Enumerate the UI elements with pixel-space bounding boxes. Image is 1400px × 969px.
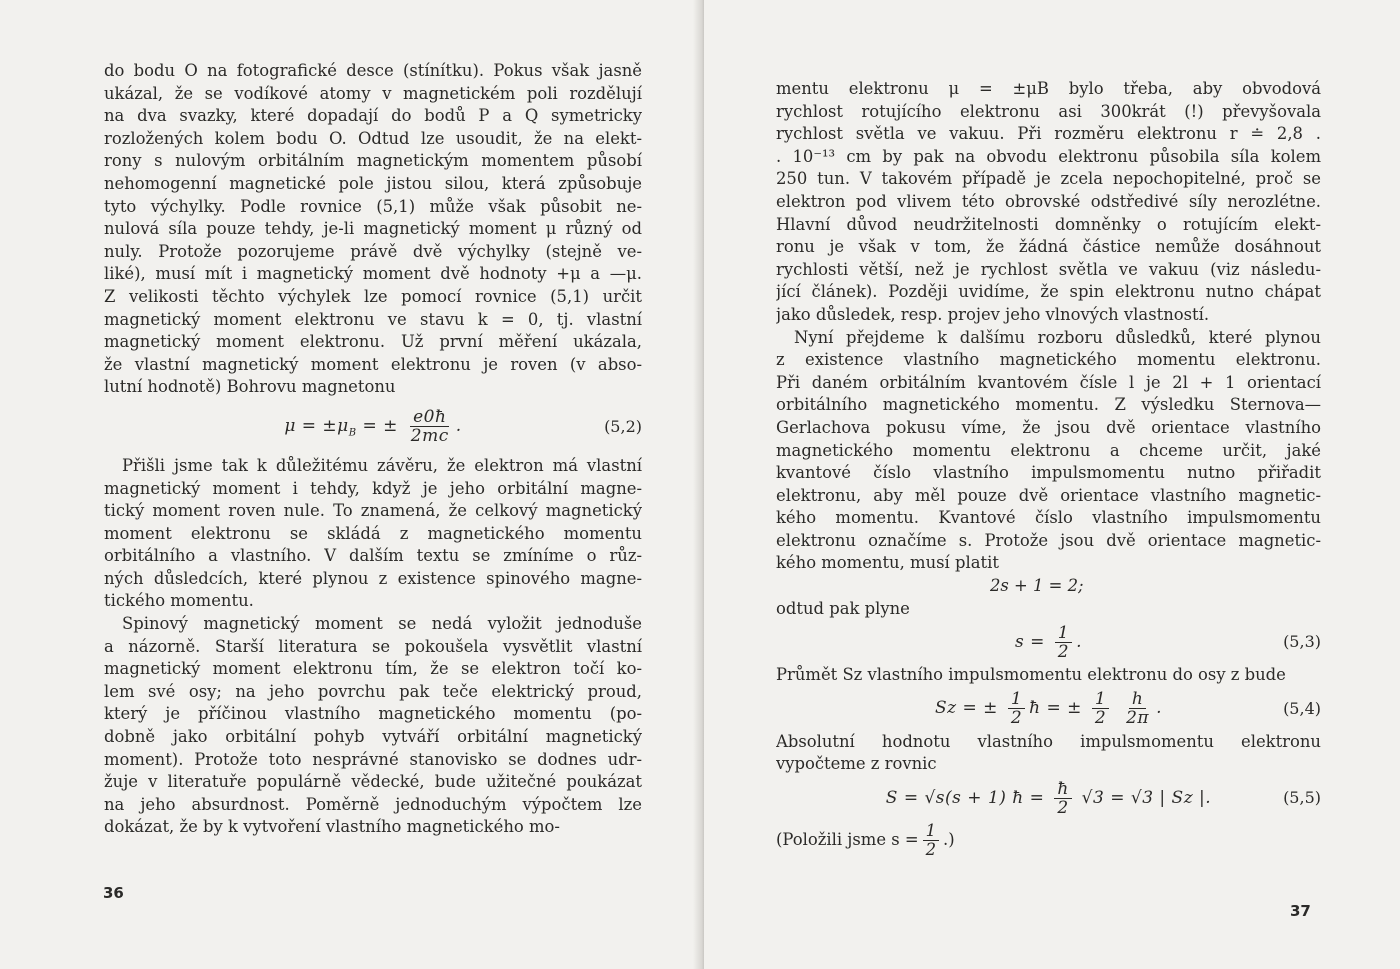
equation-number: (5,4) (1283, 698, 1321, 718)
right-paragraph-2 (776, 731, 1321, 776)
equation-5-2-expression: $\mu = \pm\mu_B$ = ± $\frac{e0ħ}{2mc}$ . (284, 407, 462, 447)
text-line: na dva svazky, které dopadají do bodů P a Q symetricky (104, 106, 642, 126)
text-line: magnetický moment elektronu. Už první měření ukázala, (104, 332, 642, 352)
text-line: kvantové číslo vlastního impulsmomentu nutno přiřadit (776, 463, 1321, 483)
text-line: rony s nulovým orbitálním magnetickým momentem působí (104, 151, 642, 171)
text-line: na jeho absurdnost. Poměrně jednoduchým výpočtem lze (104, 794, 642, 814)
equation-5-2 (104, 399, 642, 455)
right-page-text (776, 78, 1321, 860)
text-line: elektron pod vlivem této obrovské odstředivé síly nerozlétne. (776, 191, 1321, 211)
text-line: rychlost světla ve vakuu. Při rozměru elektronu r ≐ 2,8 . (776, 124, 1321, 144)
page-number-right: 37 (1290, 902, 1311, 920)
equation-5-4: Sz = ± $\frac{1}{2}$ ħ = ± $\frac{1}{2}$ $\frac{h}{2\pi}$ . (5,4) (935, 689, 1321, 729)
text-line: dobně jako orbitální pohyb vytváří orbitální magnetický (104, 727, 642, 747)
text-line: a názorně. Starší literatura se pokoušela vysvětlit vlastní (104, 636, 642, 656)
text-line: kého momentu. Kvantové číslo vlastního impulsmomentu (776, 508, 1321, 528)
text-line: magnetický moment elektronu tím, že se elektron točí ko- (104, 659, 642, 679)
text-line: magnetický moment elektronu ve stavu k = 0, tj. vlastní (104, 309, 642, 329)
text-line: ukázal, že se vodíkové atomy v magnetickém poli rozdělují (104, 83, 642, 103)
text-odtud: odtud pak plyne (776, 598, 910, 618)
text-line: moment). Protože toto nesprávné stanovisko se dodnes udr- (104, 749, 642, 769)
note-polozili: (Položili jsme s = $\frac{1}{2}$ .) (776, 820, 955, 859)
text-line: dokázat, že by k vytvoření vlastního magnetického mo- (104, 817, 560, 837)
equation-number: (5,3) (1283, 631, 1321, 651)
text-line: elektronu, aby měl pouze dvě orientace vlastního magnetic- (776, 485, 1321, 505)
text-line: jící článek). Později uvidíme, že spin elektronu nutno chápat (776, 282, 1321, 302)
page-number-left: 36 (103, 884, 124, 902)
text-line: Přišli jsme tak k důležitému závěru, že elektron má vlastní (122, 455, 642, 475)
equation-5-3: s = $\frac{1}{2}$ . (5,3) (1014, 622, 1321, 662)
text-line: magnetického momentu elektronu a chceme určit, jaké (776, 440, 1321, 460)
left-paragraph-2 (104, 455, 642, 839)
text-line: který je příčinou vlastního magnetického momentu (po- (104, 704, 642, 724)
text-line: . 10⁻¹³ cm by pak na obvodu elektronu působila síla kolem (776, 146, 1321, 166)
text-line: moment elektronu se skládá z magnetického momentu (104, 523, 642, 543)
text-line: orbitálního a vlastního. V dalším textu se zmíníme o růz- (104, 546, 642, 566)
text-line: ných důsledcích, které plynou z existence spinového magne- (104, 568, 642, 588)
text-line: vypočteme z rovnic (776, 754, 937, 774)
text-line: rozložených kolem bodu O. Odtud lze usoudit, že na elekt- (104, 128, 642, 148)
text-line: rychlost rotujícího elektronu asi 300krát (!) převyšovala (776, 101, 1321, 121)
text-line: nulová síla pouze tehdy, je-li magnetický moment μ různý od (104, 219, 642, 239)
text-line: mentu elektronu μ = ±μB bylo třeba, aby obvodová (776, 79, 1321, 98)
text-line: Z velikosti těchto výchylek lze pomocí rovnice (5,1) určit (104, 286, 642, 306)
equation-number: (5,5) (1283, 787, 1321, 807)
text-line: magnetický moment i tehdy, když je jeho orbitální magne- (104, 478, 642, 498)
equation-5-5: S = √s(s + 1) ħ = $\frac{ħ}{2}$ √3 = √3 | Sz |. (5,5) (885, 778, 1321, 818)
text-line: 250 tun. V takovém případě je zcela nepochopitelné, proč se (776, 169, 1321, 189)
text-line: Hlavní důvod neudržitelnosti domněnky o rotujícím elekt- (776, 214, 1321, 234)
text-line: nehomogenní magnetické pole jistou silou, která způsobuje (104, 173, 642, 193)
right-page (704, 0, 1400, 969)
text-line: tický moment roven nule. To znamená, že celkový magnetický (104, 501, 642, 521)
text-line: jako důsledek, resp. projev jeho vlnových vlastností. (776, 304, 1210, 324)
text-line: že vlastní magnetický moment elektronu je roven (v abso- (104, 354, 642, 374)
right-paragraph-1 (776, 78, 1321, 575)
left-page-text (104, 60, 642, 839)
text-line: Spinový magnetický moment se nedá vyložit jednoduše (122, 614, 642, 634)
text-line: Absolutní hodnotu vlastního impulsmomentu elektronu (776, 731, 1321, 751)
text-line: orbitálního magnetického momentu. Z výsledku Sternova— (776, 395, 1321, 415)
text-line: do bodu O na fotografické desce (stínítku). Pokus však jasně (104, 61, 642, 80)
text-line: Gerlachova pokusu víme, že jsou dvě orientace vlastního (776, 417, 1321, 437)
text-line: tyto výchylky. Podle rovnice (5,1) může však působit ne- (104, 196, 642, 216)
text-line: tického momentu. (104, 591, 254, 611)
equation-2s: 2s + 1 = 2; (990, 576, 1084, 596)
text-line: Nyní přejdeme k dalšímu rozboru důsledků, které plynou (794, 327, 1321, 347)
equation-number: (5,2) (604, 416, 642, 436)
text-line: rychlosti větší, než je rychlost světla ve vakuu (viz následu- (776, 259, 1321, 279)
text-line: ronu je však v tom, že žádná částice nemůže dosáhnout (776, 237, 1321, 257)
text-line: Při daném orbitálním kvantovém čísle l je 2l + 1 orientací (776, 372, 1321, 392)
text-line: lutní hodnotě) Bohrovu magnetonu (104, 377, 396, 397)
text-line: liké), musí mít i magnetický moment dvě hodnoty +μ a —μ. (104, 264, 642, 284)
text-line: nuly. Protože pozorujeme právě dvě výchylky (stejně ve- (104, 241, 642, 261)
text-line: lem své osy; na jeho povrchu pak teče elektrický proud, (104, 681, 642, 701)
text-line: žuje v literatuře populárně vědecké, bude užitečné poukázat (104, 772, 642, 792)
left-paragraph-1 (104, 60, 642, 399)
text-line: kého momentu, musí platit (776, 553, 999, 573)
text-prumet: Průmět Sz vlastního impulsmomentu elektronu do osy z bude (776, 665, 1286, 685)
text-line: z existence vlastního magnetického momentu elektronu. (776, 350, 1321, 370)
text-line: elektronu označíme s. Protože jsou dvě orientace magnetic- (776, 530, 1321, 550)
